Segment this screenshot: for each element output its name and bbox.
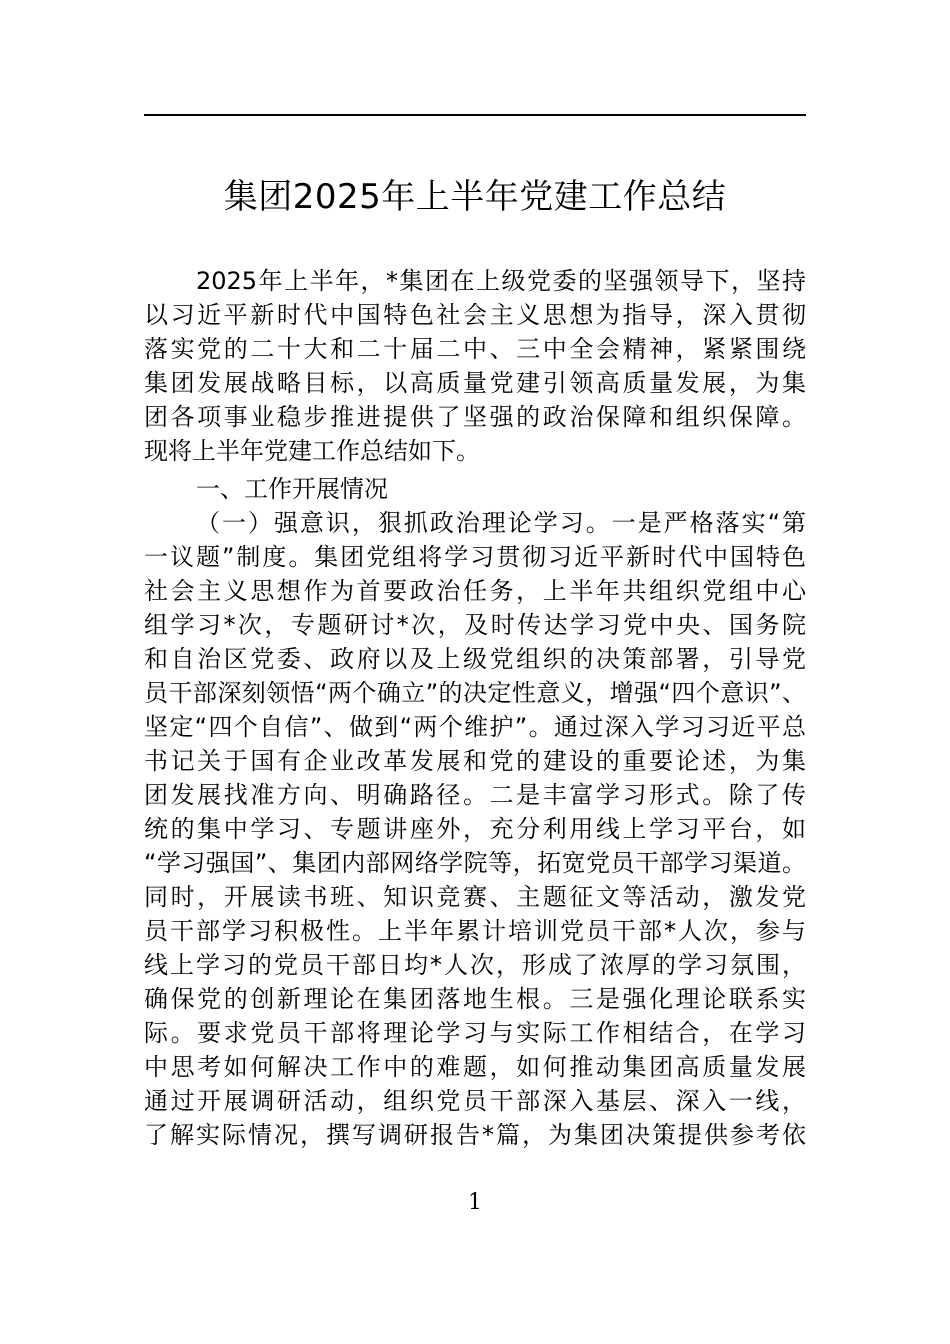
body-line: 集团发展战略目标，以高质量党建引领高质量发展，为集 [144, 369, 806, 397]
body-line: “学习强国”、集团内部网络学院等，拓宽党员干部学习渠道。 [144, 849, 806, 877]
body-line: 社会主义思想作为首要政治任务，上半年共组织党组中心 [144, 577, 806, 605]
body-line: 和自治区党委、政府以及上级党组织的决策部署，引导党 [144, 645, 806, 673]
body-line: 团各项事业稳步推进提供了坚强的政治保障和组织保障。 [144, 403, 806, 431]
body-line: 组学习*次，专题研讨*次，及时传达学习党中央、国务院 [144, 611, 806, 639]
body-line: 统的集中学习、专题讲座外，充分利用线上学习平台，如 [144, 815, 806, 843]
header-rule [144, 114, 806, 116]
body-line: 2025年上半年，*集团在上级党委的坚强领导下，坚持 [196, 267, 806, 295]
page-number: 1 [468, 1190, 482, 1215]
body-line: 通过开展调研活动，组织党员干部深入基层、深入一线， [144, 1087, 806, 1115]
body-line: 同时，开展读书班、知识竞赛、主题征文等活动，激发党 [144, 883, 806, 911]
document-title: 集团2025年上半年党建工作总结 [223, 177, 727, 217]
body-line: 中思考如何解决工作中的难题，如何推动集团高质量发展 [144, 1053, 806, 1081]
body-line: 现将上半年党建工作总结如下。 [144, 437, 480, 465]
body-line: 书记关于国有企业改革发展和党的建设的重要论述，为集 [144, 747, 806, 775]
body-line: 员干部深刻领悟“两个确立”的决定性意义，增强“四个意识”、 [144, 679, 806, 707]
body-line: 落实党的二十大和二十届二中、三中全会精神，紧紧围绕 [144, 335, 806, 363]
body-line: 团发展找准方向、明确路径。二是丰富学习形式。除了传 [144, 781, 806, 809]
body-line: 坚定“四个自信”、做到“两个维护”。通过深入学习习近平总 [144, 713, 806, 741]
body-line: 以习近平新时代中国特色社会主义思想为指导，深入贯彻 [144, 301, 806, 329]
body-line: 了解实际情况，撰写调研报告*篇，为集团决策提供参考依 [144, 1121, 806, 1149]
body-line: 员干部学习积极性。上半年累计培训党员干部*人次，参与 [144, 917, 806, 945]
section-heading: 一、工作开展情况 [196, 475, 388, 503]
body-line: 线上学习的党员干部日均*人次，形成了浓厚的学习氛围， [144, 951, 806, 979]
body-line: 一议题”制度。集团党组将学习贯彻习近平新时代中国特色 [144, 543, 806, 571]
body-line: （一）强意识，狠抓政治理论学习。一是严格落实“第 [196, 509, 806, 537]
body-line: 确保党的创新理论在集团落地生根。三是强化理论联系实 [144, 985, 806, 1013]
body-line: 际。要求党员干部将理论学习与实际工作相结合，在学习 [144, 1019, 806, 1047]
